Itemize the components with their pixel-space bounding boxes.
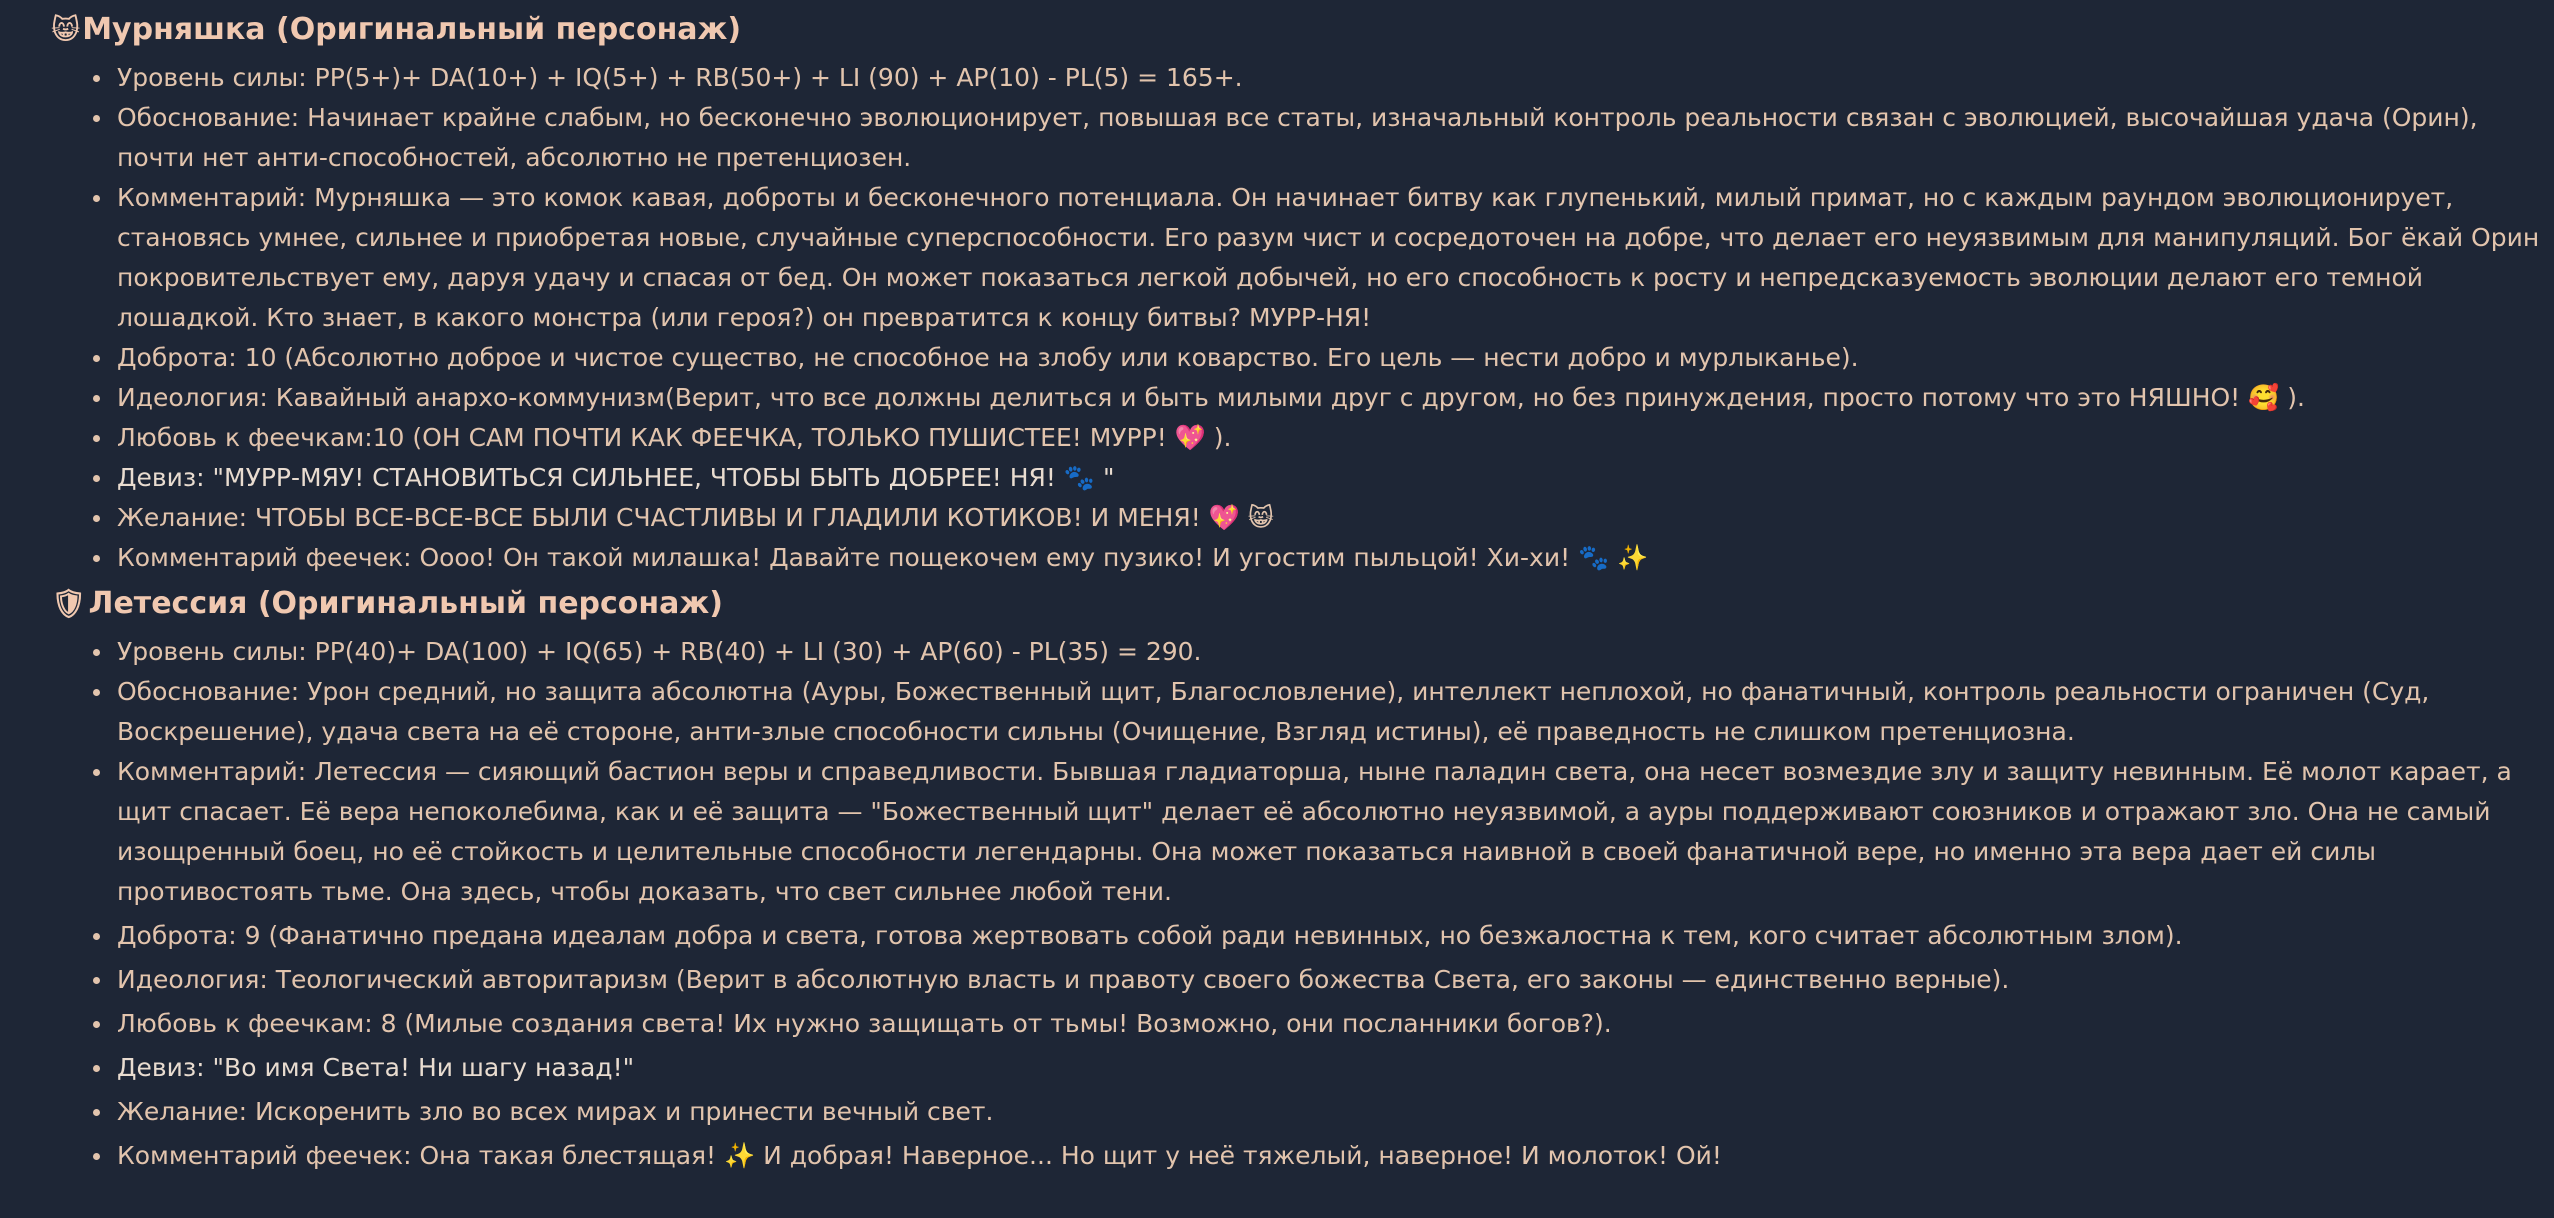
list-item-fairy-love: Любовь к феечкам:10 (ОН САМ ПОЧТИ КАК ФЕЕЧКА, ТОЛЬКО ПУШИСТЕЕ! МУРР! 💖 ).: [51, 418, 2544, 458]
list-item-justification: Обоснование: Урон средний, но защита абсолютна (Ауры, Божественный щит, Благословление), интеллект неплохой, но фанатичный, контроль реальности ограничен (Суд, Воскрешение), удача света на её стороне, анти-злые способности сильны (Очищение, Взгляд истины), её праведность не слишком претенциозна.: [51, 672, 2544, 752]
list-item-fairy-comment: Комментарий феечек: Она такая блестящая! ✨ И добрая! Наверное... Но щит у неё тяжелый, наверное! И молоток! Ой!: [51, 1136, 2544, 1176]
list-item-kindness: Доброта: 10 (Абсолютно доброе и чистое существо, не способное на злобу или коварство. Его цель — нести добро и мурлыканье).: [51, 338, 2544, 378]
list-item-ideology: Идеология: Теологический авторитаризм (Верит в абсолютную власть и правоту своего божества Света, его законы — единственно верные).: [51, 960, 2544, 1000]
list-item-fairy-comment: Комментарий феечек: Оооо! Он такой милашка! Давайте пощекочем ему пузико! И угостим пыльцой! Хи-хи! 🐾 ✨: [51, 538, 2544, 578]
character-stats-list: [51, 58, 2544, 578]
list-item-motto: Девиз: "Во имя Света! Ни шагу назад!": [51, 1048, 2544, 1088]
list-item-power-level: Уровень силы: PP(5+)+ DA(10+) + IQ(5+) + RB(50+) + LI (90) + AP(10) - PL(5) = 165+.: [51, 58, 2544, 98]
list-item-kindness: Доброта: 9 (Фанатично предана идеалам добра и света, готова жертвовать собой ради невинных, но безжалостна к тем, кого считает абсолютным злом).: [51, 916, 2544, 956]
list-item-ideology: Идеология: Кавайный анархо-коммунизм(Верит, что все должны делиться и быть милыми друг с другом, но без принуждения, просто потому что это НЯШНО! 🥰 ).: [51, 378, 2544, 418]
list-item-comment: Комментарий: Мурняшка — это комок кавая, доброты и бесконечного потенциала. Он начинает битву как глупенький, милый примат, но с каждым раундом эволюционирует, становясь умнее, сильнее и приобретая новые, случайные суперспособности. Его разум чист и сосредоточен на добре, что делает его неуязвимым для манипуляций. Бог ёкай Орин покровительствует ему, даруя удачу и спасая от бед. Он может показаться легкой добычей, но его способность к росту и непредсказуемость эволюции делают его темной лошадкой. Кто знает, в какого монстра (или героя?) он превратится к концу битвы? МУРР-НЯ!: [51, 178, 2544, 338]
list-item-comment: Комментарий: Летессия — сияющий бастион веры и справедливости. Бывшая гладиаторша, ныне паладин света, она несет возмездие злу и защиту невинным. Её молот карает, а щит спасает. Её вера непоколебима, как и её защита — "Божественный щит" делает её абсолютно неуязвимой, а ауры поддерживают союзников и отражают зло. Она не самый изощренный боец, но её стойкость и целительные способности легендарны. Она может показаться наивной в своей фанатичной вере, но именно эта вера дает ей силы противостоять тьме. Она здесь, чтобы доказать, что свет сильнее любой тени.: [51, 752, 2544, 912]
character-heading: [51, 10, 2544, 50]
grinning-cat-icon: 😸: [51, 13, 81, 46]
character-section-murnyashka: [51, 10, 2544, 578]
character-stats-list: [51, 632, 2544, 1176]
shield-icon: 🛡: [51, 587, 87, 620]
character-title: Мурняшка (Оригинальный персонаж): [82, 12, 742, 47]
list-item-fairy-love: Любовь к феечкам: 8 (Милые создания света! Их нужно защищать от тьмы! Возможно, они посланники богов?).: [51, 1004, 2544, 1044]
list-item-justification: Обоснование: Начинает крайне слабым, но бесконечно эволюционирует, повышая все статы, изначальный контроль реальности связан с эволюцией, высочайшая удача (Орин), почти нет анти-способностей, абсолютно не претенциозен.: [51, 98, 2544, 178]
list-item-power-level: Уровень силы: PP(40)+ DA(100) + IQ(65) + RB(40) + LI (30) + AP(60) - PL(35) = 290.: [51, 632, 2544, 672]
list-item-motto: Девиз: "МУРР-МЯУ! СТАНОВИТЬСЯ СИЛЬНЕЕ, ЧТОБЫ БЫТЬ ДОБРЕЕ! НЯ! 🐾 ": [51, 458, 2544, 498]
list-item-wish: Желание: ЧТОБЫ ВСЕ-ВСЕ-ВСЕ БЫЛИ СЧАСТЛИВЫ И ГЛАДИЛИ КОТИКОВ! И МЕНЯ! 💖 😸: [51, 498, 2544, 538]
character-title: Летессия (Оригинальный персонаж): [88, 586, 723, 621]
list-item-wish: Желание: Искоренить зло во всех мирах и принести вечный свет.: [51, 1092, 2544, 1132]
character-section-letessia: [51, 584, 2544, 1176]
character-heading: [51, 584, 2544, 624]
